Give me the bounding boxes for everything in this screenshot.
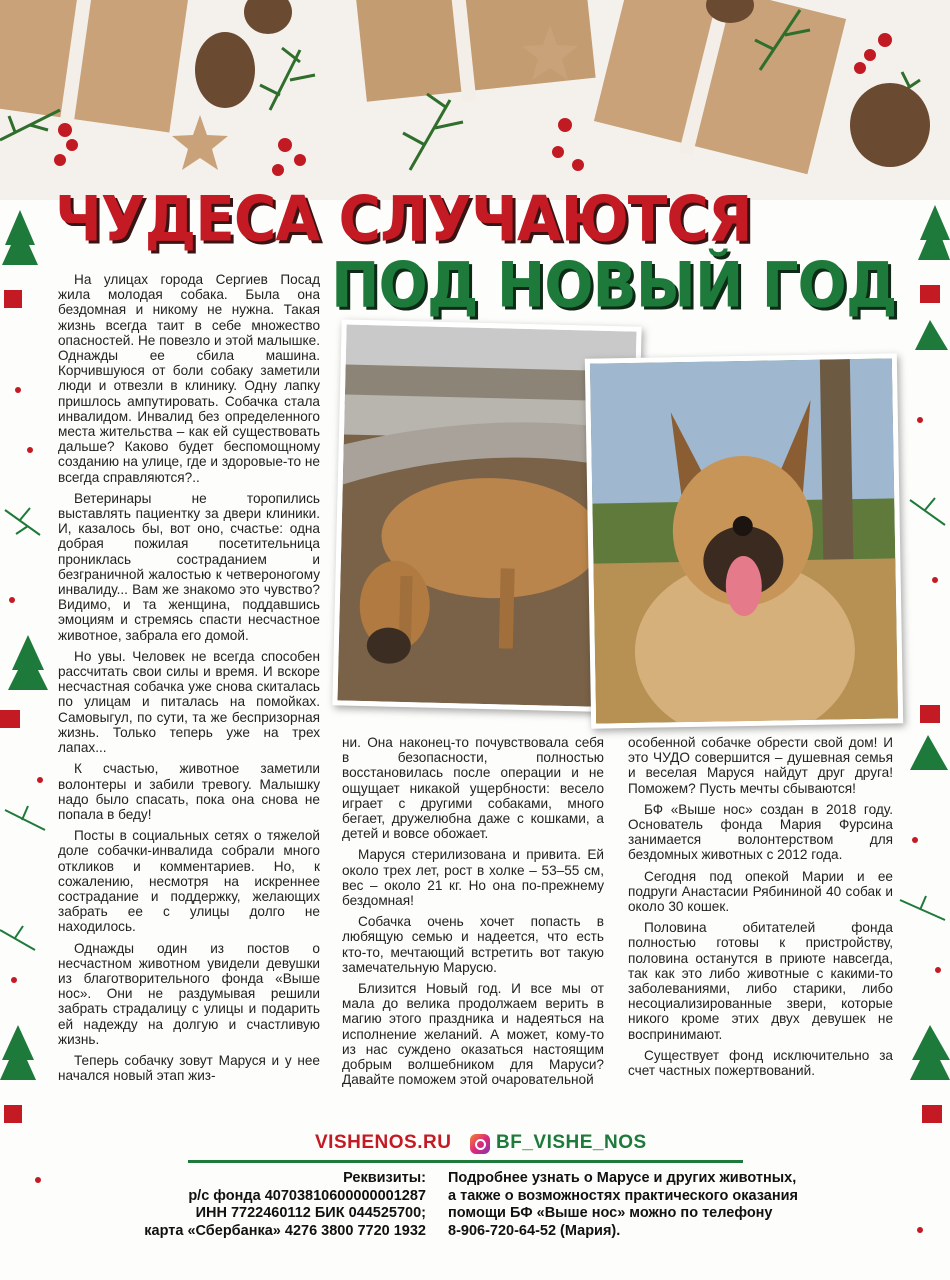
website-link[interactable]: VISHENOS.RU [315,1132,452,1153]
article-paragraph: Посты в социальных сетях о тяжелой доле собачки-инвалида собрали много откликов и комментариев. Но, к сожалению, несмотря на искреннее сострадание и поддержку, желающих забрать ее с улицы долго не находилось. [58,828,320,935]
gift-icon [0,290,22,1123]
article-paragraph: Маруся стерилизована и привита. Ей около трех лет, рост в холке – 53–55 см, вес – около 21 кг. Но она по-прежнему бездомная! [342,847,604,909]
gift-box-icon [0,0,189,133]
gift-icon [920,285,942,1123]
christmas-tree-icon [910,205,950,1080]
article-paragraph: Собачка очень хочет попасть в любящую семью и надеется, что есть кто-то, мечтающий встретить вот такую замечательную Марусю. [342,914,604,975]
requisites-title: Реквизиты: [343,1170,426,1186]
article-paragraph: Сегодня под опекой Марии и ее подруги Анастасии Рябининой 40 собак и около 30 кошек. [628,868,893,915]
article-paragraph: На улицах города Сергиев Посад жила молодая собака. Была она бездомная и никому не нужна. Такая жизнь всегда таит в себе множество опасностей. Не повезло и этой малышке. Однажды ее сбила машина. Корчившуюся от боли собаку заметили люди и отвезли в клинику. Одну лапку пришлось ампутировать. Собачка стала инвалидом. Инвалид без определенного места жительства – как ей существовать дальше? Каково будет беспомощному созданию на улице, где и здоровые-то не всегда справляются?.. [58,272,320,485]
instagram-handle-link[interactable]: BF_VISHE_NOS [496,1132,647,1153]
article-paragraph: особенной собачке обрести свой дом! И это ЧУДО совершится – душевная семья и веселая Маруся найдут друг друга! Поможем? Пусть мечты сбываются! [628,735,893,796]
christmas-header-decoration [0,0,950,200]
contact-line: Подробнее узнать о Марусе и других животных, [448,1170,797,1186]
right-christmas-border [890,180,950,1280]
requisites-line: ИНН 7722460112 БИК 044525700; [195,1205,426,1221]
phone-number[interactable]: 8-906-720-64-52 (Мария). [448,1222,621,1239]
footer-divider [188,1160,743,1163]
headline-line-2: ПОД НОВЫЙ ГОД [331,248,897,322]
article-paragraph: БФ «Выше нос» создан в 2018 году. Основатель фонда Мария Фурсина занимается волонтерством для бездомных животных с 2012 года. [628,801,893,863]
requisites-line: карта «Сбербанка» 4276 3800 7720 1932 [144,1222,426,1239]
contact-line: а также о возможностях практического оказания [448,1187,798,1204]
contact-info-block [448,1170,878,1240]
requisites-block [60,1170,426,1240]
photo-dog-portrait [585,353,903,728]
article-paragraph: Однажды один из постов о несчастном животном увидели девушки из благотворительного фонда «Выше нос». Они не раздумывая решили забрать страдалицу с улицы и подарить ей надежду на долгую и счастливую жизнь. [58,940,320,1047]
christmas-tree-icon [0,210,48,1080]
article-paragraph: Близится Новый год. И все мы от мала до велика продолжаем верить в магию этого праздника и надеяться на исполнение желаний. А может, кому-то из нас суждено оказаться настоящим добрым волшебником для Маруси? Давайте поможем этой очаровательной [342,981,604,1088]
contact-line: помощи БФ «Выше нос» можно по телефону [448,1205,773,1221]
article-column-2 [342,735,604,1120]
article-paragraph: Но увы. Человек не всегда способен рассчитать свои силы и время. И вскоре несчастная собачка уже снова скиталась по улицам и питалась на помойках. Самовыгул, по сути, та же беспризорная жизнь. Только теперь уже на трех лапах... [58,648,320,756]
article-paragraph: Ветеринары не торопились выставлять пациентку за двери клиники. И, казалось бы, вот оно, счастье: одна добрая пожилая посетительница прониклась состраданием и безграничной жалостью к четвероногому инвалиду... Вам же знакомо это чувство? Видимо, и та женщина, поддавшись эмоциям и стремясь спасти несчастное животное, забрала его домой. [58,490,320,643]
footer-links [0,1132,950,1162]
requisites-line: р/с фонда 40703810600000001287 [188,1187,426,1204]
article-paragraph: Половина обитателей фонда полностью готовы к пристройству, половина останутся в приюте навсегда, так как это либо животные с какими-то заболеваниями, либо старики, либо несоциализированные звери, которые никого кроме этих двух девушек не воспринимают. [628,920,893,1042]
headline-line-1: ЧУДЕСА СЛУЧАЮТСЯ [55,182,752,256]
article-paragraph: ни. Она наконец-то почувствовала себя в безопасности, полностью восстановилась после операции и не ощущает никакой ущербности: весело играет с другими собаками, много бегает, дружелюбна даже с кошками, а детей и вовсе обожает. [342,735,604,842]
instagram-icon [470,1134,490,1154]
article-paragraph: К счастью, животное заметили волонтеры и забили тревогу. Малышку надо было спасать, пока она снова не попала в беду! [58,761,320,822]
article-paragraph: Существует фонд исключительно за счет частных пожертвований. [628,1047,893,1079]
article-column-1 [58,272,320,1122]
left-christmas-border [0,180,60,1280]
article-paragraph: Теперь собачку зовут Маруся и у нее начался новый этап жиз- [58,1052,320,1084]
article-column-3 [628,735,893,1120]
